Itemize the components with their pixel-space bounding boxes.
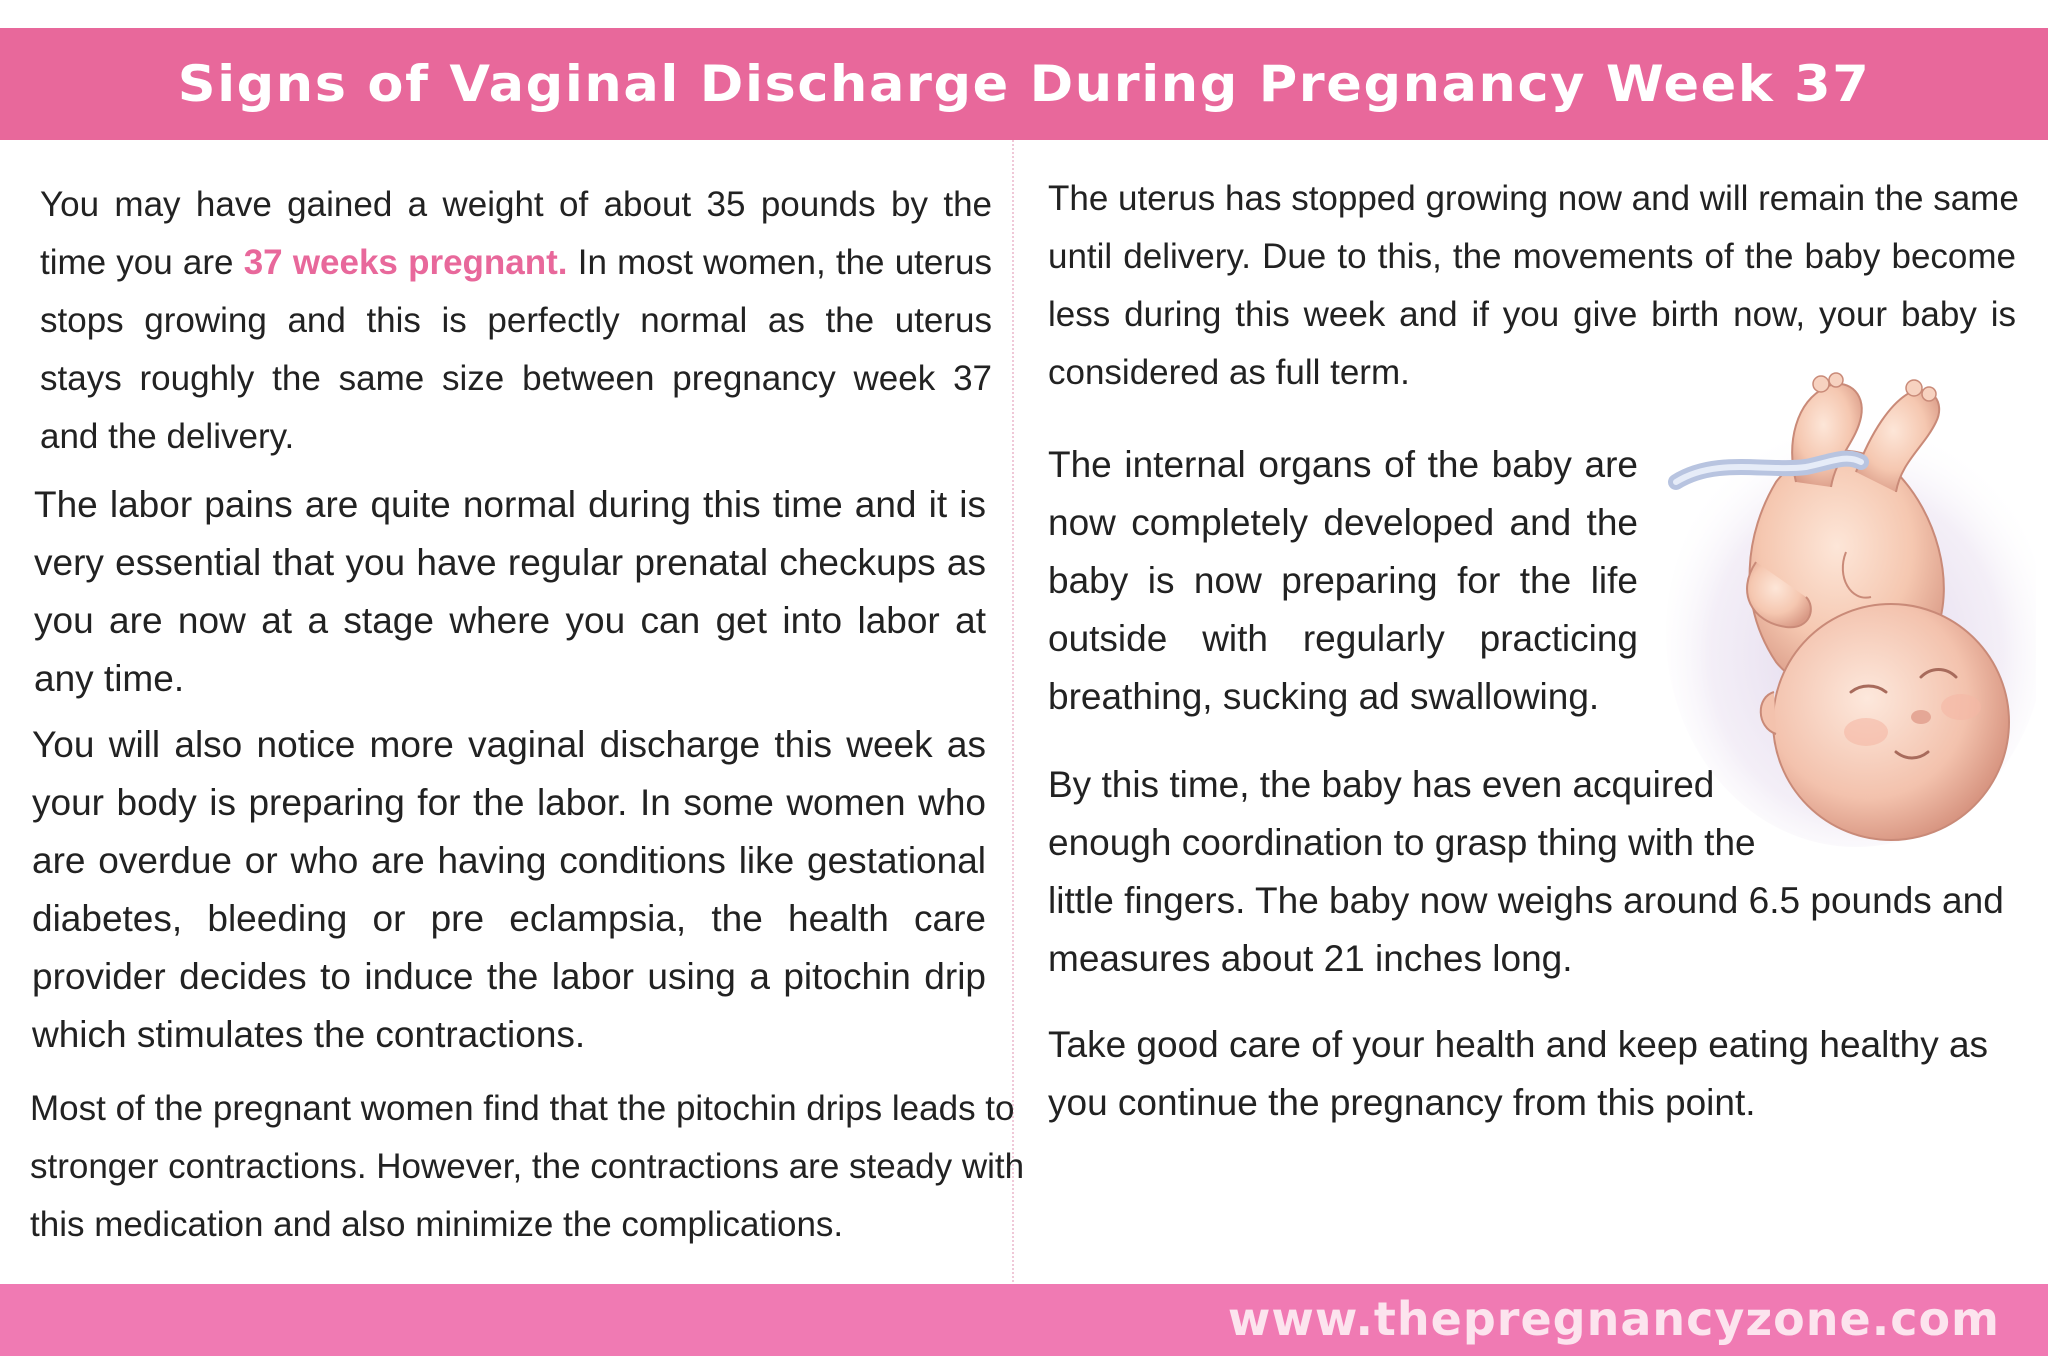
text-line: your body is preparing for the labor. In some women who — [32, 782, 986, 823]
text-line: Take good care of your health and keep eating healthy as — [1048, 1024, 1989, 1065]
text-line: diabetes, bleeding or pre eclampsia, the health care — [32, 898, 986, 939]
text-line: By this time, the baby has even acquired — [1048, 764, 1715, 805]
text-line: outside with regularly practicing — [1048, 618, 1638, 659]
text-line: any time. — [34, 658, 185, 699]
text-line: very essential that you have regular prenatal checkups as — [34, 542, 986, 583]
paragraph-internal-organs — [1048, 436, 1638, 726]
text-line — [40, 234, 992, 292]
text-line: baby is now preparing for the life — [1048, 560, 1638, 601]
text-line: little fingers. The baby now weighs around 6.5 pounds and — [1048, 880, 2004, 921]
text-line: stronger contractions. However, the contractions are steady with — [30, 1147, 1025, 1186]
text-line: which stimulates the contractions. — [32, 1014, 586, 1055]
footer-banner — [0, 1284, 2048, 1356]
text-line: less during this week and if you give birth now, your baby is — [1048, 295, 2016, 334]
paragraph-take-care — [1048, 1016, 2008, 1132]
website-url: www.thepregnancyzone.com — [1227, 1292, 2000, 1346]
paragraph-vaginal-discharge — [32, 716, 986, 1064]
page-title: Signs of Vaginal Discharge During Pregnancy Week 37 — [177, 55, 1871, 113]
text-line: The internal organs of the baby are — [1048, 444, 1638, 485]
text-line: measures about 21 inches long. — [1048, 938, 1573, 979]
text-line: You will also notice more vaginal discharge this week as — [32, 724, 986, 765]
fetus-illustration-icon — [1656, 362, 2036, 847]
text-line: The labor pains are quite normal during this time and it is — [34, 484, 986, 525]
text-line: until delivery. Due to this, the movements of the baby become — [1048, 237, 2016, 276]
text-line: enough coordination to grasp thing with the — [1048, 822, 1756, 863]
text-line: The uterus has stopped growing now and will remain the same — [1048, 179, 2019, 218]
text-fragment: time you are — [40, 243, 234, 282]
paragraph-pitochin — [30, 1080, 1025, 1254]
paragraph-labor-pains — [34, 476, 986, 708]
text-line: stays roughly the same size between pregnancy week 37 — [40, 359, 992, 398]
text-line: you continue the pregnancy from this point. — [1048, 1082, 1756, 1123]
paragraph-weight-gain — [40, 176, 992, 466]
text-fragment: In most women, the uterus — [577, 243, 992, 282]
text-line: are overdue or who are having conditions like gestational — [32, 840, 986, 881]
text-line: stops growing and this is perfectly normal as the uterus — [40, 301, 992, 340]
text-line: now completely developed and the — [1048, 502, 1638, 543]
text-line: breathing, sucking ad swallowing. — [1048, 676, 1600, 717]
text-line: You may have gained a weight of about 35 pounds by the — [40, 185, 992, 224]
highlight-37-weeks-pregnant: 37 weeks pregnant. — [243, 243, 568, 282]
header-banner — [0, 28, 2048, 140]
text-line: provider decides to induce the labor using a pitochin drip — [32, 956, 986, 997]
text-line: this medication and also minimize the complications. — [30, 1205, 844, 1244]
text-line: Most of the pregnant women find that the pitochin drips leads to — [30, 1089, 1015, 1128]
text-line: and the delivery. — [40, 417, 295, 456]
text-line: considered as full term. — [1048, 353, 1410, 392]
text-line: you are now at a stage where you can get into labor at — [34, 600, 986, 641]
